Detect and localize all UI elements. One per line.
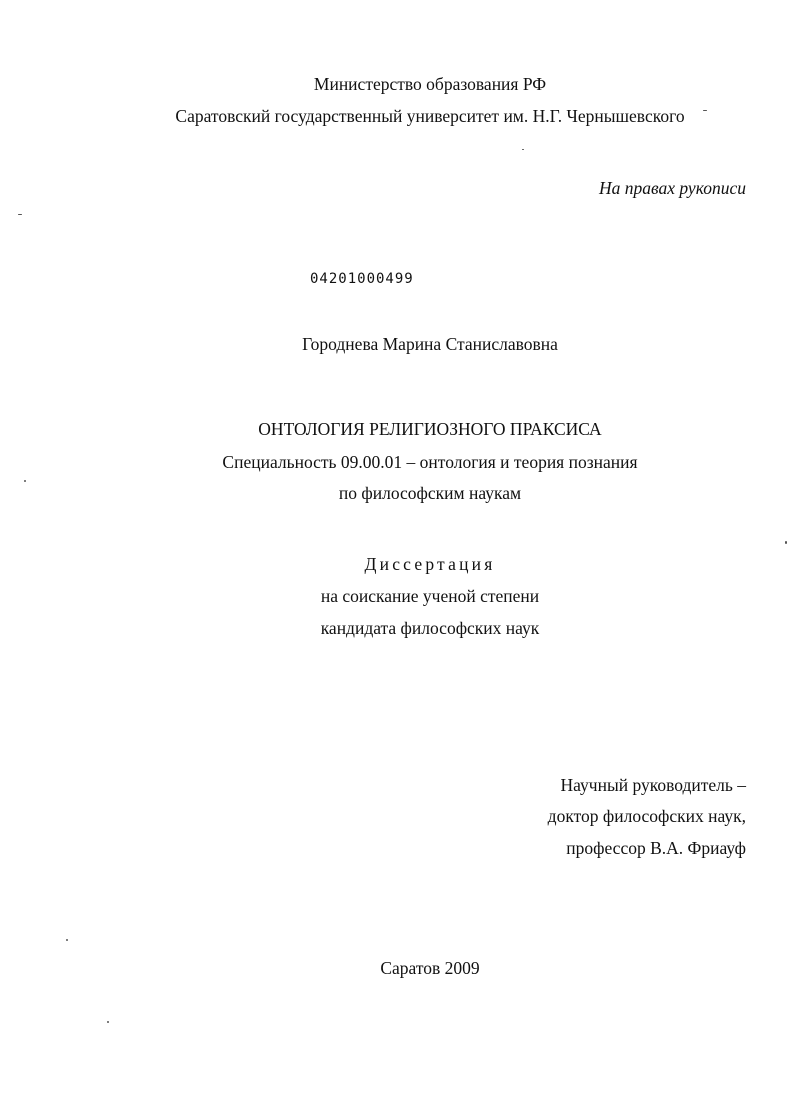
field-line: по философским наукам	[338, 483, 522, 503]
degree-line-2: кандидата философских наук	[320, 618, 540, 638]
place-and-year: Саратов 2009	[380, 958, 480, 978]
supervisor-role: Научный руководитель –	[560, 775, 746, 795]
author-name: Городнева Марина Станиславовна	[302, 334, 558, 354]
scan-speck	[18, 214, 22, 215]
supervisor-name: профессор В.А. Фриауф	[566, 838, 746, 858]
degree-line-1: на соискание ученой степени	[320, 586, 540, 606]
supervisor-title: доктор философских наук,	[547, 806, 746, 826]
specialty-line: Специальность 09.00.01 – онтология и теория познания	[222, 452, 638, 472]
scan-speck	[703, 110, 707, 111]
work-title: ОНТОЛОГИЯ РЕЛИГИОЗНОГО ПРАКСИСА	[258, 419, 602, 439]
document-type: Диссертация	[364, 554, 496, 574]
scan-speck	[785, 541, 787, 544]
scan-speck	[107, 1021, 109, 1023]
scan-speck	[24, 480, 26, 482]
ministry-name: Министерство образования РФ	[313, 74, 547, 94]
scan-speck	[66, 939, 68, 941]
scan-speck	[522, 149, 524, 150]
registration-code: 04201000499	[310, 271, 414, 287]
university-name: Саратовский государственный университет им. Н.Г. Чернышевского	[175, 106, 685, 126]
manuscript-note: На правах рукописи	[599, 178, 746, 198]
